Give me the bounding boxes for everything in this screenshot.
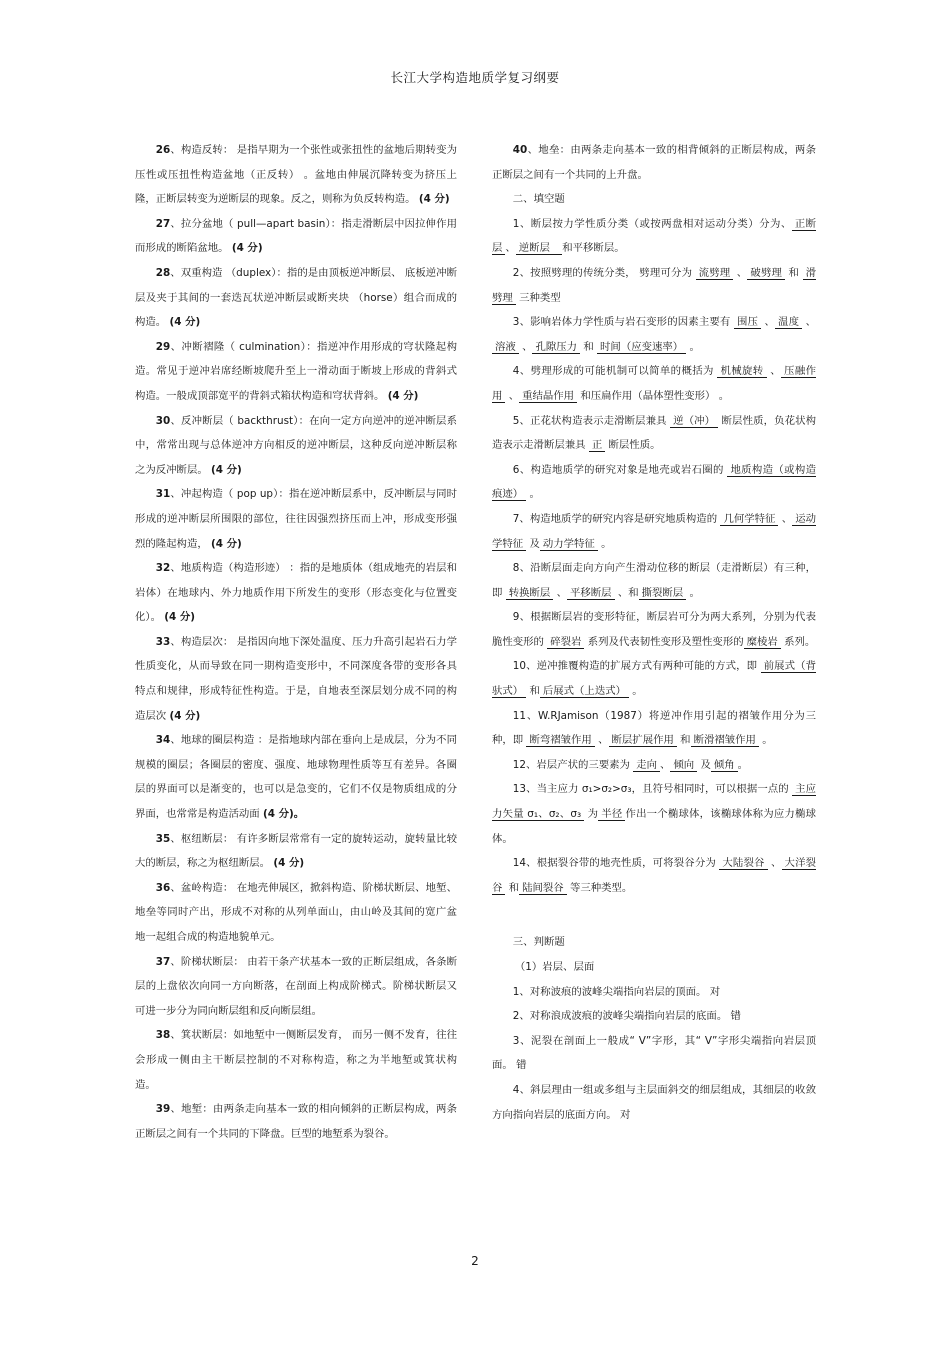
page-number: 2 [471, 1254, 479, 1268]
fill-in-item: 3、影响岩体力学性质与岩石变形的因素主要有 围压 、 温度 、溶液 、 孔隙压力 和 时间（应变速率） 。 [492, 310, 816, 359]
answer-blank: 溶液 [492, 341, 519, 354]
answer-blank: 重结晶作用 [519, 390, 577, 403]
definition-item: 39、地堑：由两条走向基本一致的相向倾斜的正断层构成，两条正断层之间有一个共同的下降盘。巨型的地堑系为裂谷。 [135, 1103, 457, 1140]
fill-in-item: 4、劈理形成的可能机制可以简单的概括为 机械旋转 、 压融作用 、 重结晶作用 和压扁作用（晶体塑性变形） 。 [492, 365, 816, 402]
answer-blank: 逆断层 [516, 242, 553, 255]
answer-blank: 后展式（上迭式） [540, 685, 629, 698]
fill-in-item: 2、按照劈理的传统分类， 劈理可分为 流劈理 、 破劈理 和 滑劈理 三种类型 [492, 266, 816, 304]
answer-blank: 转换断层 [506, 587, 554, 600]
page-title: 长江大学构造地质学复习纲要 [390, 70, 560, 85]
fill-in-item: 9、根据断层岩的变形特征，断层岩可分为两大系列，分别为代表脆性变形的 碎裂岩 系列及代表韧性变形及塑性变形的 糜棱岩 系列。 [492, 611, 816, 648]
answer-blank [553, 242, 562, 255]
fill-in-list [492, 212, 816, 901]
section-fill-in-title: 二、填空题 [512, 193, 565, 206]
left-column [135, 138, 457, 1146]
fill-in-item: 11、W.RJamison（1987）将逆冲作用引起的褶皱作用分为三种，即 断弯褶皱作用 、 断层扩展作用 和 断滑褶皱作用 。 [492, 709, 816, 747]
answer-blank: 逆（冲） [670, 415, 718, 428]
judgement-item: 4、斜层理由一组或多组与主层面斜交的细层组成，其细层的收敛方向指向岩层的底面方向。 对 [492, 1083, 816, 1121]
definition-item: 36、盆岭构造： 在地壳伸展区，掀斜构造、阶梯状断层、地堑、地垒等同时产出，形成不对称的从列单面山，由山岭及其间的宽广盆地一起组合成的构造地貌单元。 [135, 881, 457, 943]
fill-in-item: 14、根据裂谷带的地壳性质，可将裂谷分为 大陆裂谷 、 大洋裂谷 和 陆间裂谷 等三种类型。 [492, 857, 817, 894]
judgement-item: 2、对称浪成波痕的波峰尖端指向岩层的底面。 错 [512, 1010, 741, 1023]
fill-in-item: 1、断层按力学性质分类（或按两盘相对运动分类）分为、 正断层 、 逆断层 和平移断层。 [492, 217, 816, 255]
answer-blank: 前展式（背驮式） [492, 660, 816, 698]
fill-in-item: 6、构造地质学的研究对象是地壳或岩石圈的 地质构造（或构造痕迹） 。 [492, 463, 816, 501]
fill-in-item: 10、逆冲推覆构造的扩展方式有两种可能的方式，即 前展式（背驮式） 和 后展式（上迭式） 。 [492, 660, 816, 698]
answer-blank: 动力学特征 [540, 538, 598, 551]
judgement-item: 3、泥裂在剖面上一般成“ V”字形，其“ V”字形尖端指向岩层顶面。 错 [492, 1034, 816, 1072]
definition-item: 28、双重构造 （duplex）：指的是由顶板逆冲断层、 底板逆冲断层及夹于其间的一套迭瓦状逆冲断层或断夹块 （horse）组合而成的构造。 (4 分) [135, 266, 457, 329]
answer-blank: 糜棱岩 [744, 636, 781, 649]
answer-blank: 压融作用 [492, 365, 816, 402]
fill-in-item: 7、构造地质学的研究内容是研究地质构造的 几何学特征 、 运动学特征 及 动力学特征 。 [492, 512, 816, 550]
answer-blank: 地质构造（或构造痕迹） [492, 463, 816, 501]
answer-blank: 大洋裂谷 [492, 857, 817, 894]
answer-blank: 孔隙压力 [532, 341, 580, 354]
answer-blank: 撕裂断层 [639, 587, 687, 600]
answer-blank: 破劈理 [747, 267, 785, 280]
answer-blank: 断弯褶皱作用 [526, 734, 594, 747]
answer-blank: 流劈理 [696, 267, 734, 280]
answer-blank: 半径 [598, 808, 625, 821]
answer-blank: 碎裂岩 [547, 636, 584, 649]
answer-blank: 运动学特征 [492, 512, 816, 550]
definition-item-40: 40、地垒：由两条走向基本一致的相背倾斜的正断层构成，两条正断层之间有一个共同的上升盘。 [492, 144, 816, 181]
fill-in-item: 5、正花状构造表示走滑断层兼具 逆（冲） 断层性质，负花状构造表示走滑断层兼具 正 断层性质。 [492, 414, 817, 452]
right-column [492, 138, 816, 1127]
definition-item: 32、地质构造（构造形迹） ：指的是地质体（组成地壳的岩层和岩体）在地球内、外力地质作用下所发生的变形（形态变化与位置变化）。 (4 分) [135, 562, 457, 624]
definition-item: 37、阶梯状断层： 由若干条产状基本一致的正断层组成，各条断层的上盘依次向同一方向断落，在剖面上构成阶梯式。阶梯状断层又可进一步分为同向断层组和反向断层组。 [135, 955, 457, 1017]
answer-blank: 温度 [775, 316, 802, 329]
section-judgement-subtitle: （1）岩层、层面 [514, 961, 595, 973]
answer-blank: 几何学特征 [720, 513, 778, 526]
fill-in-item: 12、岩层产状的三要素为 走向 、 倾向 及 倾角 。 [512, 758, 749, 771]
definition-item: 31、冲起构造（ pop up）：指在逆冲断层系中，反冲断层与同时形成的逆冲断层所围限的部位，往往因强烈挤压而上冲，形成变形强烈的隆起构造， (4 分) [135, 488, 457, 550]
answer-blank: 主应力矢量 σ₁、σ₂、σ₃ [492, 783, 816, 821]
answer-blank: 正断层 [492, 217, 816, 255]
answer-blank: 断层扩展作用 [609, 734, 677, 747]
answer-blank: 倾向 [670, 759, 697, 772]
definition-item: 35、枢纽断层： 有许多断层常常有一定的旋转运动，旋转量比较大的断层，称之为枢纽断层。 (4 分) [135, 832, 457, 870]
judgement-item: 1、对称波痕的波峰尖端指向岩层的顶面。 对 [512, 985, 721, 998]
answer-blank: 大陆裂谷 [719, 857, 767, 870]
answer-blank: 正 [589, 439, 605, 452]
definition-item: 26、构造反转： 是指早期为一个张性或张扭性的盆地后期转变为压性或压扭性构造盆地（正反转） 。盆地由伸展沉降转变为挤压上隆，正断层转变为逆断层的现象。反之，则称为负反转构造。 (4 分) [135, 144, 457, 206]
answer-blank: 机械旋转 [717, 365, 766, 378]
answer-blank: 陆间裂谷 [519, 882, 567, 895]
answer-blank: 围压 [734, 316, 761, 329]
definition-item: 38、箕状断层：如地堑中一侧断层发育， 而另一侧不发育，往往会形成一侧由主干断层控制的不对称构造，称之为半地堑或箕状构造。 [135, 1029, 457, 1091]
definition-item: 30、反冲断层（ backthrust）：在向一定方向逆冲的逆冲断层系中，常常出现与总体逆冲方向相反的逆冲断层，这种反向逆冲断层称之为反冲断层。 (4 分) [135, 414, 457, 476]
fill-in-item: 8、沿断层面走向方向产生滑动位移的断层（走滑断层）有三种，即 转换断层 、 平移断层 、和 撕裂断层 。 [492, 562, 816, 599]
answer-blank: 时间（应变速率） [597, 341, 686, 354]
section-judgement-title: 三、判断题 [512, 936, 565, 949]
answer-blank: 滑劈理 [492, 266, 816, 304]
definition-item: 34、地球的圈层构造 ：是指地球内部在垂向上是成层，分为不同规模的圈层；各圈层的密度、强度、地球物理性质等互有差异。各圈层的界面可以是渐变的，也可以是急变的，它们不仅是物质组成的分界面，也常常是构造活动面 (4 分)。 [135, 734, 457, 821]
answer-blank: 平移断层 [567, 587, 615, 600]
definition-item: 27、拉分盆地（ pull—apart basin）：指走滑断层中因拉伸作用而形成的断陷盆地。 (4 分) [135, 217, 457, 255]
fill-in-item: 13、当主应力 σ₁>σ₂>σ₃，且符号相同时，可以根据一点的 主应力矢量 σ₁、σ₂、σ₃ 为 半径 作出一个椭球体，该椭球体称为应力椭球体。 [492, 783, 816, 845]
answer-blank: 走向 [633, 759, 660, 772]
definition-item: 29、冲断褶隆（ culmination）：指逆冲作用形成的穹状隆起构造。常见于逆冲岩席经断坡爬升至上一滑动面于断坡上形成的背斜式构造。一般成顶部宽平的背斜式箱状构造和穹状背斜。 (4 分) [135, 340, 457, 402]
answer-blank: 倾角 [711, 759, 738, 772]
judgement-list [492, 980, 816, 1128]
definition-item: 33、构造层次： 是指因向地下深处温度、压力升高引起岩石力学性质变化，从而导致在同一期构造变形中，不同深度各带的变形各具特点和规律，形成特征性构造。于是，自地表至深层划分成不同的构造层次 (4 分) [135, 635, 457, 722]
answer-blank: 断滑褶皱作用 [691, 734, 759, 747]
